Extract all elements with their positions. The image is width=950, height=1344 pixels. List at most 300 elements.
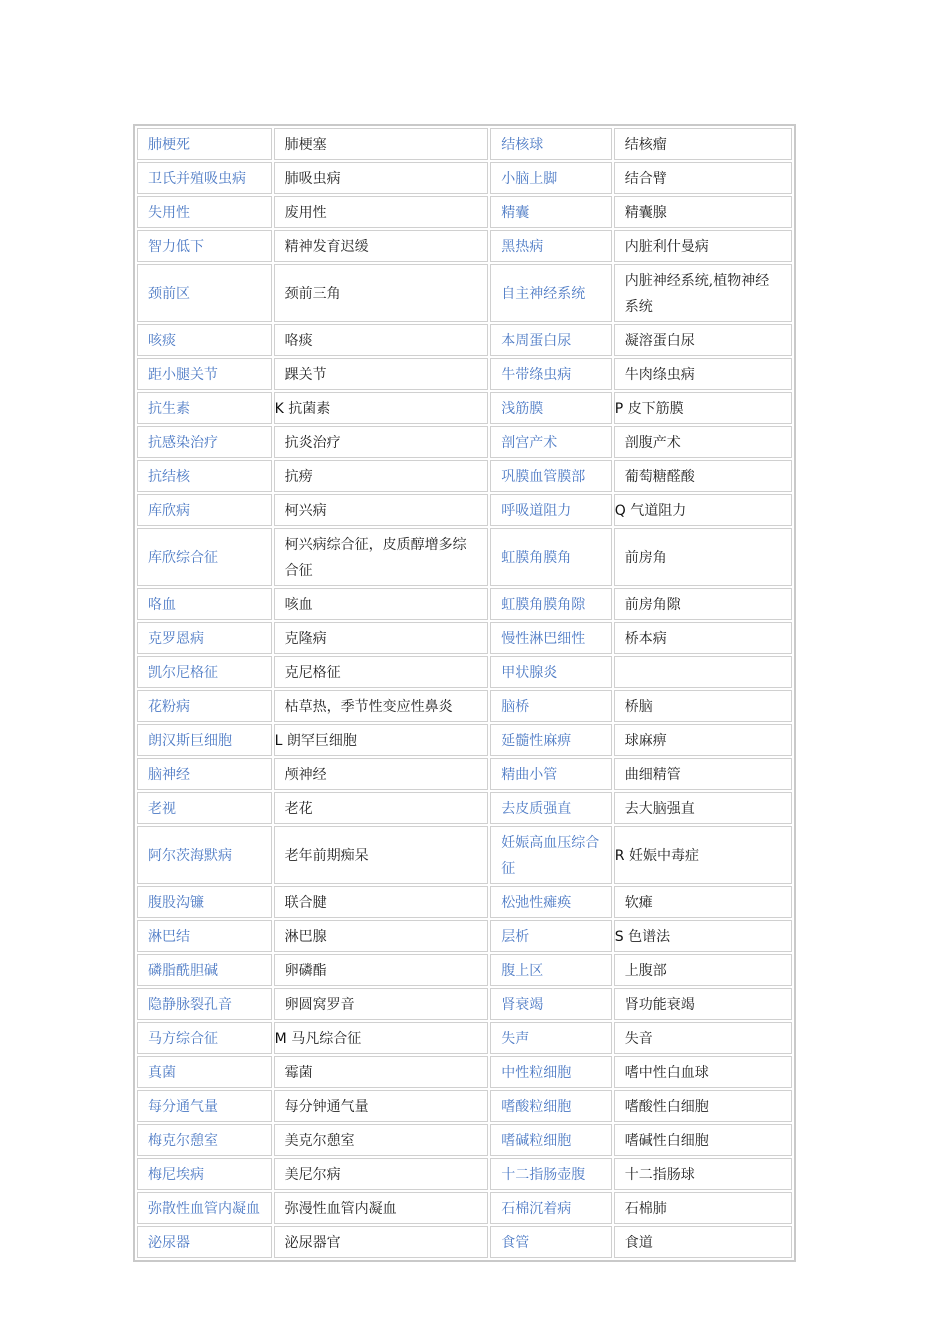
standard-term-cell [490, 758, 611, 790]
former-term-text [275, 691, 488, 721]
standard-term-text [138, 1125, 271, 1155]
standard-term-cell [137, 230, 272, 262]
standard-term-text [138, 231, 271, 261]
term-label: 抗感染治疗 [148, 435, 218, 451]
former-term-text [275, 989, 488, 1019]
term-label: 卫氏并殖吸虫病 [148, 171, 246, 187]
term-label: 气道阻力 [630, 503, 687, 519]
term-label: 浅筋膜 [501, 401, 544, 417]
former-term-cell [274, 1124, 489, 1156]
term-label: 小脑上脚 [501, 171, 558, 187]
former-term-text [615, 542, 791, 572]
former-term-text [615, 921, 791, 951]
term-label: 踝关节 [284, 367, 327, 383]
former-term-text [615, 495, 791, 525]
term-label: 马方综合征 [148, 1031, 218, 1047]
standard-term-text [138, 325, 271, 355]
term-label: 牛带绦虫病 [501, 367, 572, 383]
standard-term-cell [490, 264, 611, 322]
former-term-text [615, 759, 791, 789]
term-label: 前房角 [624, 550, 667, 566]
standard-term-cell [490, 358, 611, 390]
table-row [137, 392, 792, 424]
former-term-text [615, 887, 791, 917]
standard-term-cell [137, 528, 272, 586]
term-label: 朗汉斯巨细胞 [148, 733, 232, 749]
standard-term-text [138, 921, 271, 951]
former-term-cell [614, 1090, 792, 1122]
standard-term-text [138, 955, 271, 985]
former-term-cell [274, 1022, 489, 1054]
standard-term-text [138, 1159, 271, 1189]
table-row [137, 724, 792, 756]
table-row [137, 196, 792, 228]
table-row [137, 792, 792, 824]
standard-term-text [491, 197, 610, 227]
former-term-text [275, 887, 488, 917]
former-term-text [275, 325, 488, 355]
former-term-cell [614, 460, 792, 492]
former-term-text [275, 427, 488, 457]
former-term-cell [274, 128, 489, 160]
former-term-cell [274, 656, 489, 688]
term-label: 磷脂酰胆碱 [148, 963, 218, 979]
term-label: 食管 [501, 1235, 530, 1251]
term-label: 弥散性血管内凝血 [148, 1201, 260, 1217]
standard-term-text [138, 1227, 271, 1257]
table-row [137, 528, 792, 586]
former-term-text [615, 163, 791, 193]
standard-term-text [138, 793, 271, 823]
term-label: 隐静脉裂孔音 [148, 997, 232, 1013]
term-label: 上腹部 [624, 963, 667, 979]
table-row [137, 758, 792, 790]
term-label: 梅尼埃病 [148, 1167, 204, 1183]
former-term-text [615, 461, 791, 491]
term-label: 虹膜角膜角 [501, 550, 572, 566]
term-label: 真菌 [148, 1065, 176, 1081]
standard-term-text [491, 393, 610, 423]
standard-term-text [491, 955, 610, 985]
standard-term-text [138, 589, 271, 619]
former-term-text [275, 197, 488, 227]
standard-term-text [491, 691, 610, 721]
former-term-text [275, 278, 488, 308]
term-label: 甲状腺炎 [501, 665, 558, 681]
former-term-text [615, 1227, 791, 1257]
standard-term-text [491, 1023, 610, 1053]
standard-term-cell [137, 162, 272, 194]
term-label: 黑热病 [501, 239, 544, 255]
term-label: 每分通气量 [148, 1099, 218, 1115]
standard-term-cell [137, 792, 272, 824]
term-label: 色谱法 [628, 929, 671, 945]
term-label: 抗痨 [284, 469, 313, 485]
standard-term-cell [137, 460, 272, 492]
table-row [137, 358, 792, 390]
standard-term-cell [137, 426, 272, 458]
index-letter: R [614, 848, 625, 864]
standard-term-cell [137, 826, 272, 884]
standard-term-text [491, 461, 610, 491]
former-term-cell [274, 528, 489, 586]
former-term-cell [614, 1056, 792, 1088]
term-label: 牛肉绦虫病 [624, 367, 695, 383]
standard-term-cell [137, 1022, 272, 1054]
term-label: 皮下筋膜 [627, 401, 684, 417]
former-term-text [615, 265, 791, 321]
former-term-cell [614, 1192, 792, 1224]
standard-term-text [491, 921, 610, 951]
standard-term-text [138, 197, 271, 227]
former-term-text [615, 1057, 791, 1087]
standard-term-cell [490, 1124, 611, 1156]
term-label: 泌尿器 [148, 1235, 190, 1251]
table-row [137, 588, 792, 620]
term-label: 克尼格征 [284, 665, 341, 681]
standard-term-cell [490, 324, 611, 356]
standard-term-cell [490, 230, 611, 262]
term-label: 剖宫产术 [501, 435, 558, 451]
former-term-cell [614, 162, 792, 194]
term-label: 马凡综合征 [291, 1031, 362, 1047]
standard-term-text [491, 623, 610, 653]
standard-term-text [138, 657, 271, 687]
term-label: 失用性 [148, 205, 190, 221]
standard-term-cell [490, 622, 611, 654]
former-term-cell [614, 494, 792, 526]
table-row [137, 1124, 792, 1156]
former-term-cell [274, 792, 489, 824]
term-label: 精囊 [501, 205, 530, 221]
table-row [137, 128, 792, 160]
standard-term-cell [490, 826, 611, 884]
former-term-text [275, 529, 488, 585]
standard-term-text [138, 989, 271, 1019]
term-label: 层析 [501, 929, 530, 945]
standard-term-text [491, 989, 610, 1019]
former-term-text [615, 793, 791, 823]
standard-term-text [138, 1023, 271, 1053]
former-term-cell [614, 392, 792, 424]
former-term-text [275, 1057, 488, 1087]
term-label: 废用性 [284, 205, 327, 221]
former-term-cell [274, 264, 489, 322]
former-term-text [615, 989, 791, 1019]
term-label: 抗炎治疗 [284, 435, 341, 451]
former-term-text [615, 623, 791, 653]
term-label: 嗜碱粒细胞 [501, 1133, 572, 1149]
former-term-text [275, 793, 488, 823]
former-term-text [275, 725, 488, 755]
former-term-cell [614, 426, 792, 458]
standard-term-text [491, 495, 610, 525]
standard-term-text [138, 623, 271, 653]
term-label: 克罗恩病 [148, 631, 204, 647]
table-row [137, 622, 792, 654]
former-term-text [275, 589, 488, 619]
former-term-text [615, 840, 791, 870]
former-term-cell [274, 1090, 489, 1122]
term-label: 咳血 [284, 597, 313, 613]
term-label: 巩膜血管膜部 [501, 469, 586, 485]
index-letter: Q [614, 503, 626, 519]
former-term-text [275, 163, 488, 193]
term-label: 妊娠中毒症 [628, 848, 699, 864]
term-label: 朗罕巨细胞 [286, 733, 357, 749]
former-term-cell [614, 758, 792, 790]
standard-term-text [138, 1057, 271, 1087]
standard-term-text [491, 887, 610, 917]
table-row [137, 988, 792, 1020]
term-label: 嗜酸性白细胞 [624, 1099, 709, 1115]
standard-term-text [491, 231, 610, 261]
former-term-cell [274, 230, 489, 262]
former-term-text [275, 1125, 488, 1155]
term-label: 中性粒细胞 [501, 1065, 572, 1081]
term-label: 霉菌 [284, 1065, 313, 1081]
table-row [137, 324, 792, 356]
former-term-cell [274, 426, 489, 458]
table-row [137, 1056, 792, 1088]
standard-term-cell [137, 196, 272, 228]
former-term-text [275, 623, 488, 653]
former-term-cell [614, 988, 792, 1020]
term-label: 嗜碱性白细胞 [624, 1133, 709, 1149]
former-term-text [275, 657, 488, 687]
term-label: 淋巴结 [148, 929, 190, 945]
standard-term-text [138, 163, 271, 193]
standard-term-cell [490, 1022, 611, 1054]
table-row [137, 656, 792, 688]
former-term-text [615, 1193, 791, 1223]
term-label: 肾衰竭 [501, 997, 544, 1013]
former-term-cell [274, 1226, 489, 1258]
former-term-cell [614, 1226, 792, 1258]
former-term-cell [614, 358, 792, 390]
former-term-cell [614, 954, 792, 986]
term-label: 咯痰 [284, 333, 313, 349]
term-label: 食道 [624, 1235, 653, 1251]
term-label: 咯血 [148, 597, 176, 613]
standard-term-cell [137, 1158, 272, 1190]
former-term-cell [614, 230, 792, 262]
standard-term-text [138, 427, 271, 457]
term-label: 梅克尔憩室 [148, 1133, 218, 1149]
standard-term-cell [137, 988, 272, 1020]
term-label: 球麻痹 [624, 733, 667, 749]
standard-term-text [138, 129, 271, 159]
standard-term-cell [490, 886, 611, 918]
term-label: 本周蛋白尿 [501, 333, 572, 349]
standard-term-text [491, 759, 610, 789]
standard-term-text [491, 1159, 610, 1189]
former-term-cell [274, 196, 489, 228]
term-label: 脑神经 [148, 767, 190, 783]
standard-term-cell [137, 1056, 272, 1088]
term-label: 桥本病 [624, 631, 667, 647]
standard-term-cell [490, 792, 611, 824]
standard-term-text [138, 359, 271, 389]
table-row [137, 264, 792, 322]
term-label: 老视 [148, 801, 176, 817]
standard-term-text [491, 359, 610, 389]
standard-term-text [138, 840, 271, 870]
table-row [137, 494, 792, 526]
former-term-text [275, 955, 488, 985]
term-label: 智力低下 [148, 239, 204, 255]
standard-term-cell [137, 920, 272, 952]
term-label: 虹膜角膜角隙 [501, 597, 586, 613]
standard-term-text [491, 1091, 610, 1121]
table-row [137, 1022, 792, 1054]
term-label: 每分钟通气量 [284, 1099, 369, 1115]
former-term-text [615, 691, 791, 721]
standard-term-cell [490, 1226, 611, 1258]
former-term-text [615, 359, 791, 389]
table-row [137, 1226, 792, 1258]
standard-term-cell [490, 1090, 611, 1122]
term-label: 颈前区 [148, 286, 190, 302]
former-term-cell [274, 162, 489, 194]
term-label: 美尼尔病 [284, 1167, 341, 1183]
term-label: 柯兴病综合征，皮质醇增多综合征 [284, 537, 467, 579]
standard-term-text [491, 793, 610, 823]
term-label: 卵圆窝罗音 [284, 997, 355, 1013]
standard-term-cell [137, 588, 272, 620]
standard-term-text [491, 1227, 610, 1257]
former-term-text [615, 1159, 791, 1189]
term-label: 柯兴病 [284, 503, 327, 519]
former-term-text [275, 231, 488, 261]
standard-term-cell [490, 162, 611, 194]
term-label: 颅神经 [284, 767, 327, 783]
former-term-cell [614, 1158, 792, 1190]
terminology-table [135, 126, 794, 1260]
former-term-cell [614, 588, 792, 620]
term-label: 库欣综合征 [148, 550, 218, 566]
table-row [137, 826, 792, 884]
term-label: 呼吸道阻力 [501, 503, 572, 519]
standard-term-text [491, 129, 610, 159]
former-term-text [615, 1091, 791, 1121]
former-term-cell [274, 954, 489, 986]
standard-term-cell [137, 128, 272, 160]
standard-term-cell [490, 196, 611, 228]
term-label: 松弛性瘫痪 [501, 895, 572, 911]
standard-term-text [491, 163, 610, 193]
standard-term-cell [137, 758, 272, 790]
term-label: 妊娠高血压综合征 [501, 835, 600, 877]
term-label: 嗜酸粒细胞 [501, 1099, 572, 1115]
former-term-cell [614, 264, 792, 322]
former-term-text [275, 129, 488, 159]
former-term-text [615, 955, 791, 985]
term-label: 去皮质强直 [501, 801, 572, 817]
table-row [137, 162, 792, 194]
former-term-cell [614, 622, 792, 654]
term-label: 库欣病 [148, 503, 190, 519]
table-row [137, 920, 792, 952]
former-term-cell [274, 826, 489, 884]
former-term-text [275, 393, 488, 423]
standard-term-text [138, 393, 271, 423]
term-label: 失声 [501, 1031, 530, 1047]
former-term-text [275, 759, 488, 789]
former-term-cell [614, 196, 792, 228]
standard-term-cell [137, 622, 272, 654]
standard-term-text [491, 827, 610, 883]
former-term-text [615, 325, 791, 355]
former-term-text [615, 725, 791, 755]
former-term-cell [274, 392, 489, 424]
term-label: 老年前期痴呆 [284, 848, 369, 864]
table-row [137, 1192, 792, 1224]
index-letter: K [274, 401, 284, 417]
standard-term-cell [490, 656, 611, 688]
term-label: 嗜中性白血球 [624, 1065, 709, 1081]
standard-term-cell [137, 1226, 272, 1258]
former-term-text [275, 1091, 488, 1121]
term-label: 抗生素 [148, 401, 190, 417]
standard-term-cell [137, 358, 272, 390]
standard-term-cell [490, 588, 611, 620]
term-label: 石棉肺 [624, 1201, 667, 1217]
table-row [137, 1158, 792, 1190]
term-label: 去大脑强直 [624, 801, 695, 817]
term-label: 精神发育迟缓 [284, 239, 369, 255]
term-label: 前房角隙 [624, 597, 681, 613]
former-term-text [615, 231, 791, 261]
term-label: 泌尿器官 [284, 1235, 341, 1251]
standard-term-cell [137, 1124, 272, 1156]
index-letter: S [614, 929, 624, 945]
standard-term-cell [490, 460, 611, 492]
standard-term-cell [490, 128, 611, 160]
former-term-text [275, 1193, 488, 1223]
standard-term-cell [490, 988, 611, 1020]
standard-term-text [491, 725, 610, 755]
term-label: 抗结核 [148, 469, 190, 485]
standard-term-cell [490, 724, 611, 756]
former-term-cell [274, 758, 489, 790]
table-row [137, 426, 792, 458]
term-label: 石棉沉着病 [501, 1201, 572, 1217]
term-label: 结核球 [501, 137, 544, 153]
term-label: 联合腱 [284, 895, 327, 911]
term-label: 肺吸虫病 [284, 171, 341, 187]
term-label: 桥脑 [624, 699, 653, 715]
former-term-text [615, 129, 791, 159]
standard-term-cell [137, 656, 272, 688]
term-label: 肺梗死 [148, 137, 190, 153]
standard-term-cell [490, 528, 611, 586]
standard-term-text [138, 691, 271, 721]
former-term-cell [614, 1022, 792, 1054]
term-label: 脑桥 [501, 699, 530, 715]
former-term-cell [274, 920, 489, 952]
standard-term-text [491, 1193, 610, 1223]
standard-term-cell [490, 494, 611, 526]
standard-term-cell [137, 954, 272, 986]
standard-term-cell [490, 1056, 611, 1088]
standard-term-cell [490, 392, 611, 424]
term-label: 曲细精管 [624, 767, 681, 783]
table-row [137, 230, 792, 262]
standard-term-text [138, 1193, 271, 1223]
former-term-text [615, 393, 791, 423]
standard-term-text [138, 1091, 271, 1121]
